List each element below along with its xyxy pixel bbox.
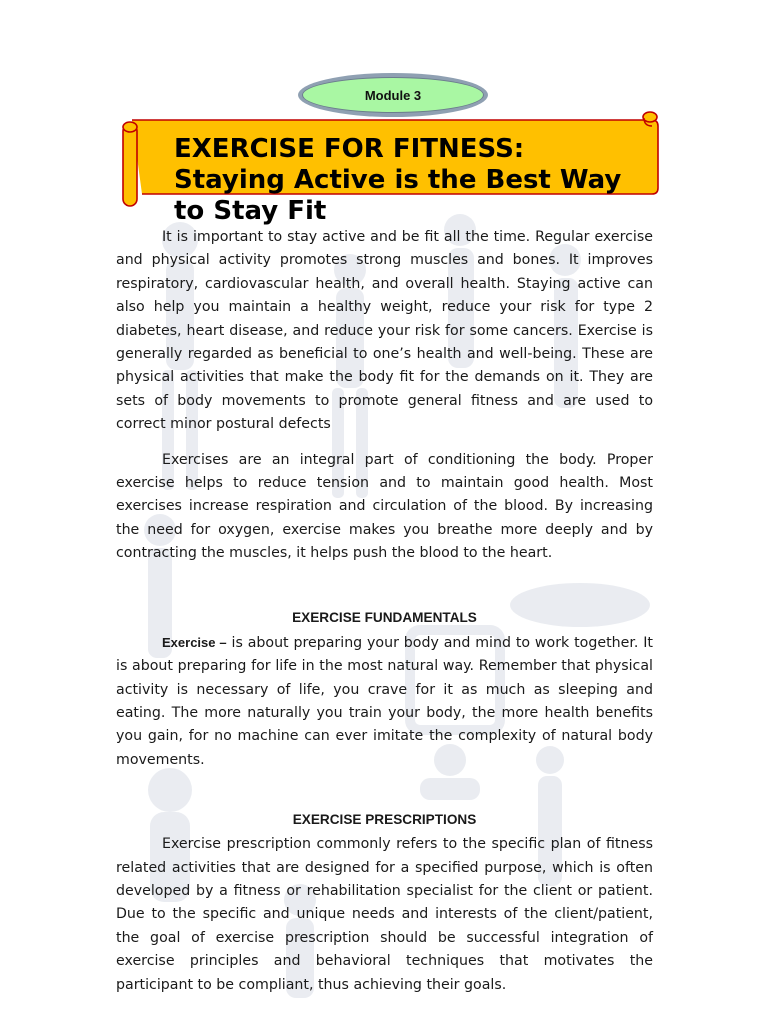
intro-paragraph-2: Exercises are an integral part of conditioning the body. Proper exercise helps to reduce tension and to maintain good health. Most exercises increase respiration and circulation of the blood. By increasing the need for oxygen, exercise makes you breathe more deeply and by contracting the muscles, it helps push the blood to the heart. bbox=[116, 451, 653, 562]
fundamentals-paragraph bbox=[116, 631, 653, 772]
section-heading-fundamentals: EXERCISE FUNDAMENTALS bbox=[292, 609, 477, 625]
section-heading-prescriptions: EXERCISE PRESCRIPTIONS bbox=[292, 812, 477, 828]
document-body bbox=[116, 226, 653, 997]
page-title: EXERCISE FOR FITNESS: Staying Active is the Best Way to Stay Fit bbox=[174, 134, 622, 226]
exercise-term: Exercise – bbox=[162, 634, 227, 650]
intro-paragraph-1: It is important to stay active and be fit all the time. Regular exercise and physical activity promotes strong muscles and bones. It improves respiratory, cardiovascular health, and overall health. Staying active can also help you maintain a healthy weight, reduce your risk for type 2 diabetes, heart disease, and reduce your risk for some cancers. Exercise is generally regarded as beneficial to one’s health and well-being. These are physical activities that make the body fit for the demands on it. They are sets of body movements to promote general fitness and are used to correct minor postural defects bbox=[116, 229, 653, 433]
prescriptions-paragraph: Exercise prescription commonly refers to the specific plan of fitness related activities that are designed for a specified purpose, which is often developed by a fitness or rehabilitation specialist for the client or patient. Due to the specific and unique needs and interests of the client/patient, the goal of exercise prescription should be successful integration of exercise principles and behavioral techniques that motivates the participant to be compliant, thus achieving their goals. bbox=[116, 836, 653, 993]
fundamentals-text: is about preparing your body and mind to work together. It is about preparing for life in the most natural way. Remember that physical activity is necessary of life, you crave for it as much as sleeping and eating. The more naturally you train your body, the more health benefits you gain, for no machine can ever imitate the complexity of natural body movements. bbox=[116, 634, 653, 768]
module-label: Module 3 bbox=[302, 77, 484, 113]
